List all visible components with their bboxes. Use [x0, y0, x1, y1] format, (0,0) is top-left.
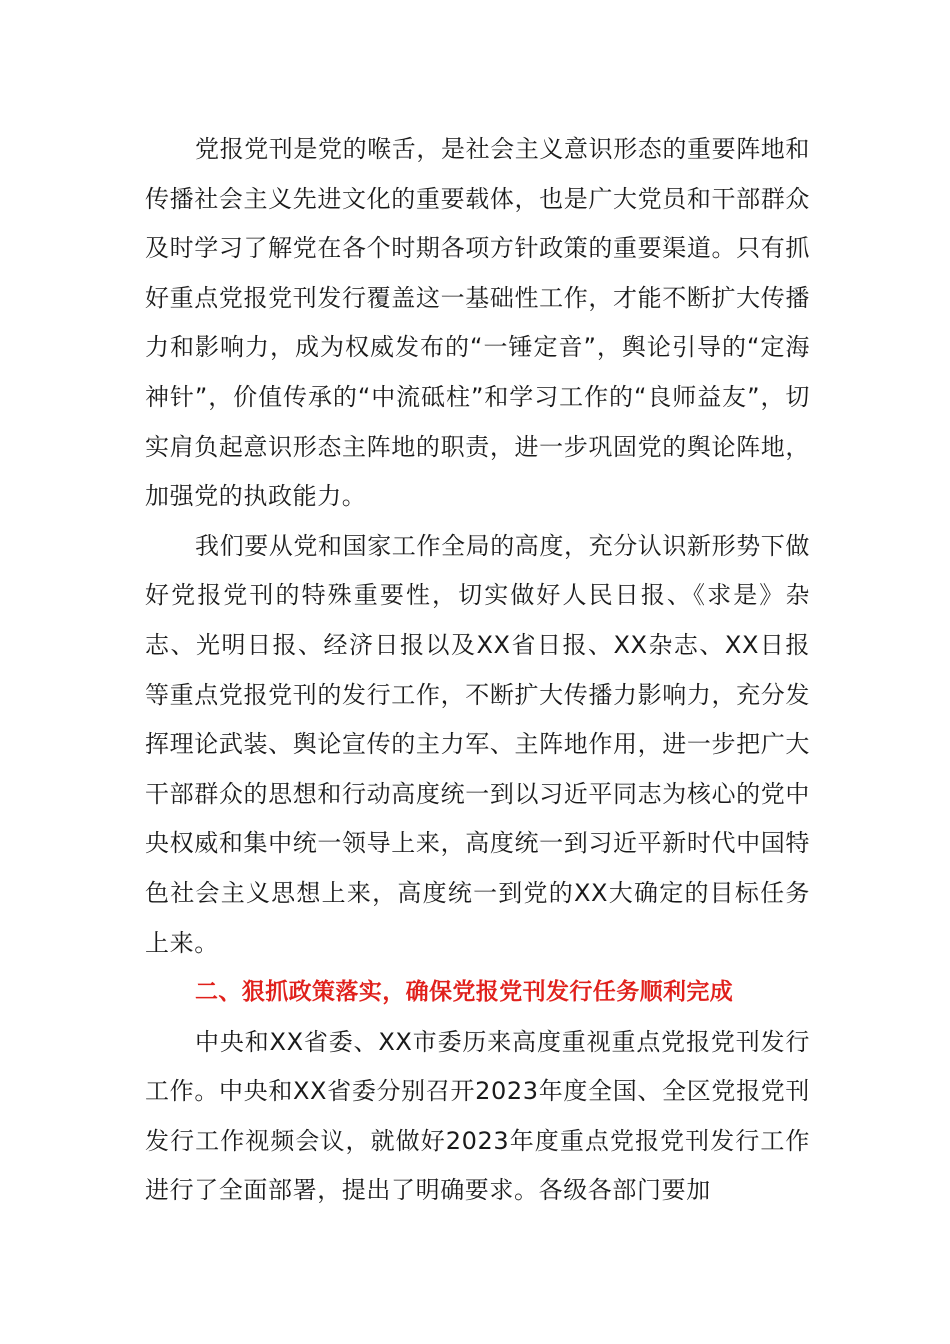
- section-heading: 二、狠抓政策落实，确保党报党刊发行任务顺利完成: [195, 979, 734, 1006]
- body-paragraph-1: 党报党刊是党的喉舌，是社会主义意识形态的重要阵地和传播社会主义先进文化的重要载体，也是广大党员和干部群众及时学习了解党在各个时期各项方针政策的重要渠道。只有抓好重点党报党刊发行覆盖这一基础性工作，才能不断扩大传播力和影响力，成为权威发布的“一锤定音”，舆论引导的“定海神针”，价值传承的“中流砥柱”和学习工作的“良师益友”，切实肩负起意识形态主阵地的职责，进一步巩固党的舆论阵地，加强党的执政能力。: [145, 135, 810, 511]
- body-paragraph-2: 我们要从党和国家工作全局的高度，充分认识新形势下做好党报党刊的特殊重要性，切实做好人民日报、《求是》杂志、光明日报、经济日报以及XX省日报、XX杂志、XX日报等重点党报党刊的发行工作，不断扩大传播力影响力，充分发挥理论武装、舆论宣传的主力军、主阵地作用，进一步把广大干部群众的思想和行动高度统一到以习近平同志为核心的党中央权威和集中统一领导上来，高度统一到习近平新时代中国特色社会主义思想上来，高度统一到党的XX大确定的目标任务上来。: [145, 531, 810, 957]
- document-page: [145, 125, 810, 1216]
- body-paragraph-3: 中央和XX省委、XX市委历来高度重视重点党报党刊发行工作。中央和XX省委分别召开2023年度全国、全区党报党刊发行工作视频会议，就做好2023年度重点党报党刊发行工作进行了全面部署，提出了明确要求。各级各部门要加: [145, 1027, 810, 1205]
